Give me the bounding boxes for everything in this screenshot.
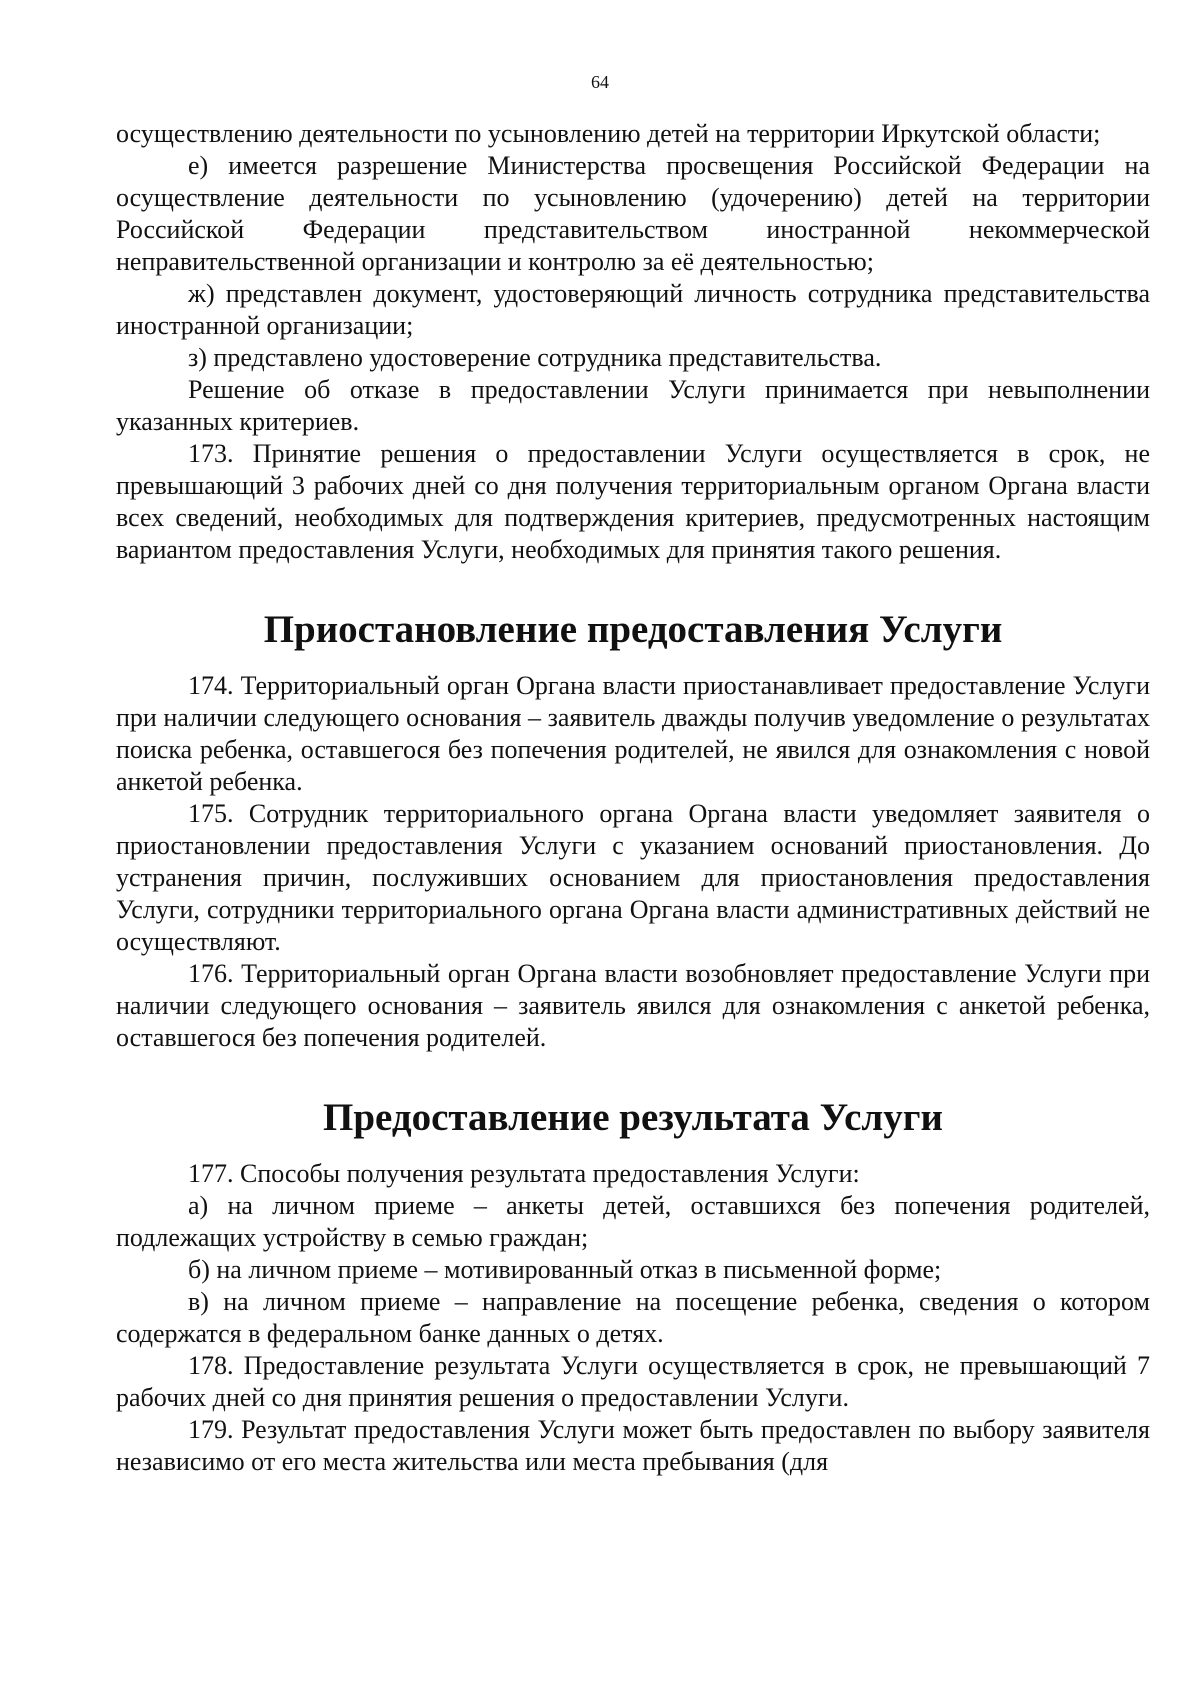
section-heading-suspension: Приостановление предоставления Услуги — [263, 608, 1003, 651]
paragraph-item-b: б) на личном приеме – мотивированный отказ в письменной форме; — [188, 1255, 942, 1284]
document-body — [116, 118, 1150, 1478]
paragraph-item-v: в) на личном приеме – направление на посещение ребенка, сведения о котором содержатся в федеральном банке данных о детях. — [116, 1287, 1150, 1348]
paragraph-177: 177. Способы получения результата предоставления Услуги: — [188, 1159, 860, 1188]
section-heading-result: Предоставление результата Услуги — [323, 1096, 943, 1139]
paragraph-178: 178. Предоставление результата Услуги осуществляется в срок, не превышающий 7 рабочих дней со дня принятия решения о предоставлении Услуги. — [116, 1351, 1150, 1412]
paragraph-item-a: а) на личном приеме – анкеты детей, оставшихся без попечения родителей, подлежащих устройству в семью граждан; — [116, 1191, 1150, 1252]
paragraph-179: 179. Результат предоставления Услуги может быть предоставлен по выбору заявителя независимо от его места жительства или места пребывания (для — [116, 1415, 1150, 1476]
paragraph-item-z: з) представлено удостоверение сотрудника представительства. — [188, 343, 882, 372]
paragraph-item-zh: ж) представлен документ, удостоверяющий личность сотрудника представительства иностранной организации; — [116, 279, 1150, 340]
paragraph-176: 176. Территориальный орган Органа власти возобновляет предоставление Услуги при наличии следующего основания – заявитель явился для ознакомления с анкетой ребенка, оставшегося без попечения родителей. — [116, 959, 1150, 1052]
paragraph-continuation: осуществлению деятельности по усыновлению детей на территории Иркутской области; — [116, 119, 1101, 148]
paragraph-175: 175. Сотрудник территориального органа Органа власти уведомляет заявителя о приостановлении предоставления Услуги с указанием оснований приостановления. До устранения причин, послуживших основанием для приостановления предоставления Услуги, сотрудники территориального органа Органа власти административных действий не осуществляют. — [116, 799, 1150, 956]
paragraph-173: 173. Принятие решения о предоставлении Услуги осуществляется в срок, не превышающий 3 рабочих дней со дня получения территориальным органом Органа власти всех сведений, необходимых для подтверждения критериев, предусмотренных настоящим вариантом предоставления Услуги, необходимых для принятия такого решения. — [116, 439, 1150, 564]
paragraph-refusal-decision: Решение об отказе в предоставлении Услуги принимается при невыполнении указанных критериев. — [116, 375, 1150, 436]
paragraph-item-e: е) имеется разрешение Министерства просвещения Российской Федерации на осуществление деятельности по усыновлению (удочерению) детей на территории Российской Федерации представительством иностранной некоммерческой неправительственной организации и контролю за её деятельностью; — [116, 151, 1150, 276]
page-number: 64 — [591, 72, 609, 92]
paragraph-174: 174. Территориальный орган Органа власти приостанавливает предоставление Услуги при наличии следующего основания – заявитель дважды получив уведомление о результатах поиска ребенка, оставшегося без попечения родителей, не явился для ознакомления с новой анкетой ребенка. — [116, 671, 1150, 796]
